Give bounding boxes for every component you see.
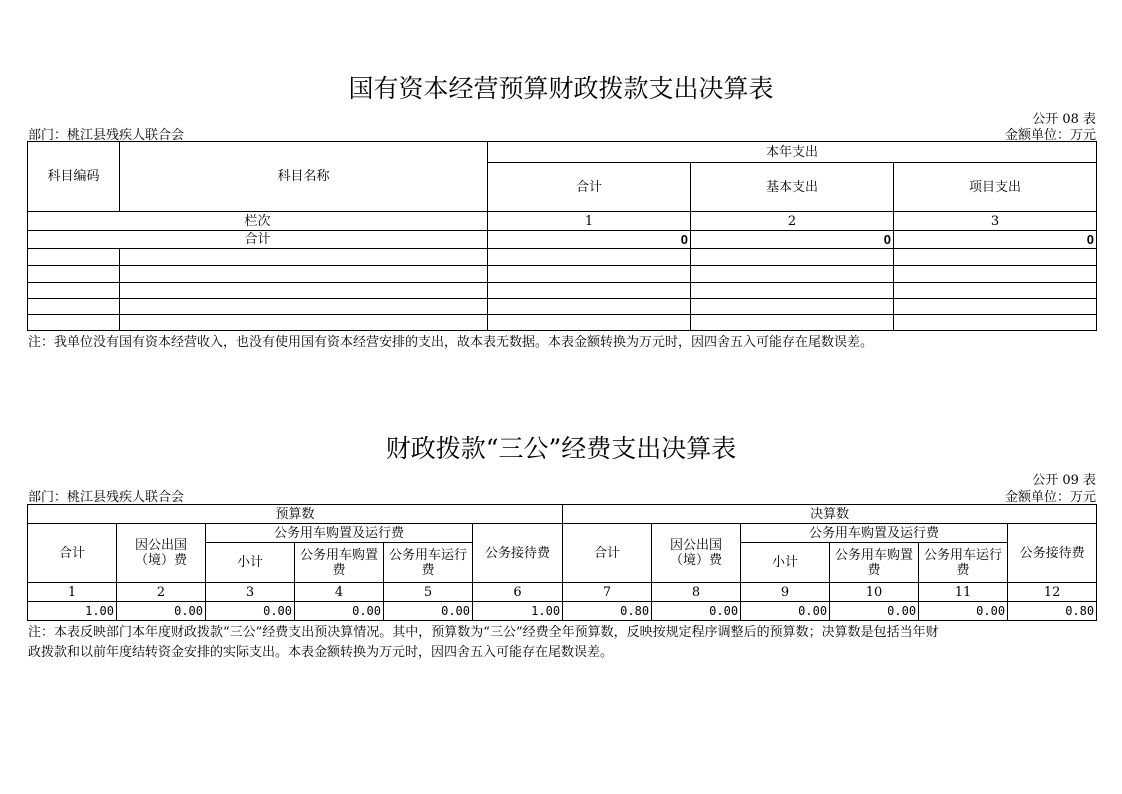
header-total: 合计 [488,163,691,212]
header-project-expenditure: 项目支出 [894,163,1097,212]
column-number: 6 [473,583,563,602]
final-header-vehicle: 公务用车购置及运行费 [741,524,1008,543]
column-index-1: 1 [488,212,691,231]
table2-department: 部门：桃江县残疾人联合会 [28,490,185,505]
table1-title: 国有资本经营预算财政拨款支出决算表 [348,74,774,103]
final-header-purchase: 公务用车购置费 [830,543,919,583]
table1-note: 注：我单位没有国有资本经营收入，也没有使用国有资本经营安排的支出，故本表无数据。本表金额转换为万元时，因四舍五入可能存在尾数误差。 [28,335,874,350]
budget-header-vehicle: 公务用车购置及运行费 [206,524,473,543]
header-subject-name: 科目名称 [120,142,488,212]
value-row [28,602,1097,621]
total-value-2: 0 [691,231,894,249]
empty-row [28,266,1097,283]
header-subject-code: 科目编码 [28,142,120,212]
value-cell: 0.00 [830,602,919,621]
header-final: 决算数 [563,505,1097,524]
column-number: 5 [384,583,473,602]
header-basic-expenditure: 基本支出 [691,163,894,212]
table2-note-line2: 政拨款和以前年度结转资金安排的实际支出。本表金额转换为万元时，因四舍五入可能存在尾数误差。 [28,645,614,660]
value-cell: 0.00 [206,602,295,621]
column-number: 10 [830,583,919,602]
budget-header-total: 合计 [28,524,117,583]
column-number: 8 [652,583,741,602]
table2-code: 公开 09 表 [1032,473,1096,488]
column-number: 2 [117,583,206,602]
final-header-subtotal: 小计 [741,543,830,583]
column-number: 4 [295,583,384,602]
column-index-label: 栏次 [28,212,488,231]
budget-header-operation: 公务用车运行费 [384,543,473,583]
table1-department: 部门：桃江县残疾人联合会 [28,128,185,143]
value-cell: 0.80 [1008,602,1097,621]
value-cell: 0.00 [384,602,473,621]
value-cell: 0.80 [563,602,652,621]
empty-row [28,283,1097,299]
column-number: 11 [919,583,1008,602]
column-number-row [28,583,1097,602]
empty-row [28,249,1097,266]
three-public-expenses-table [27,504,1097,621]
table2-unit: 金额单位：万元 [1004,490,1096,505]
column-number: 9 [741,583,830,602]
table1-unit: 金额单位：万元 [1004,128,1096,143]
total-value-3: 0 [894,231,1097,249]
total-row-label: 合计 [28,231,488,249]
column-index-2: 2 [691,212,894,231]
column-index-3: 3 [894,212,1097,231]
budget-header-reception: 公务接待费 [473,524,563,583]
empty-row [28,299,1097,315]
state-capital-expenditure-table [27,141,1097,331]
column-number: 12 [1008,583,1097,602]
empty-row [28,315,1097,331]
total-value-1: 0 [488,231,691,249]
value-cell: 0.00 [117,602,206,621]
value-cell: 1.00 [28,602,117,621]
budget-header-abroad: 因公出国（境）费 [117,524,206,583]
budget-header-purchase: 公务用车购置费 [295,543,384,583]
value-cell: 1.00 [473,602,563,621]
table2-note-line1: 注：本表反映部门本年度财政拨款“三公”经费支出预决算情况。其中，预算数为“三公”经费全年预算数，反映按规定程序调整后的预算数；决算数是包括当年财 [28,625,939,640]
column-number: 3 [206,583,295,602]
table1-code: 公开 08 表 [1032,112,1096,127]
final-header-abroad: 因公出国（境）费 [652,524,741,583]
final-header-reception: 公务接待费 [1008,524,1097,583]
header-current-year-expenditure: 本年支出 [488,142,1097,163]
table2-title: 财政拨款“三公”经费支出决算表 [385,434,737,463]
budget-header-subtotal: 小计 [206,543,295,583]
value-cell: 0.00 [919,602,1008,621]
column-number: 7 [563,583,652,602]
value-cell: 0.00 [652,602,741,621]
value-cell: 0.00 [741,602,830,621]
final-header-total: 合计 [563,524,652,583]
header-budget: 预算数 [28,505,563,524]
final-header-operation: 公务用车运行费 [919,543,1008,583]
value-cell: 0.00 [295,602,384,621]
column-number: 1 [28,583,117,602]
